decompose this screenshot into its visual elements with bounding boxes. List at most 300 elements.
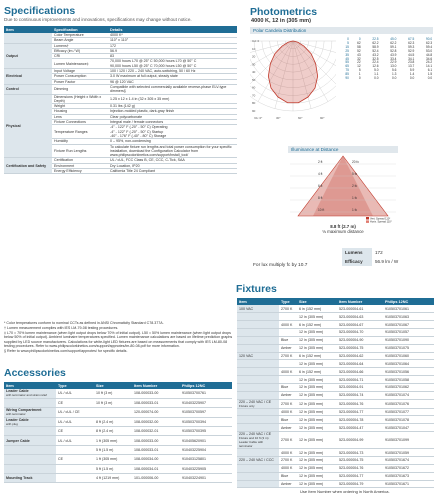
accessory-row xyxy=(4,427,232,436)
accessory-size: 8 ft (2.4 m) xyxy=(94,417,132,426)
accessory-12nc: 910403125801 xyxy=(180,455,232,464)
fixture-type: 4000 K xyxy=(279,449,297,457)
beam-legend-label: Horiz. Spread 110° xyxy=(370,220,392,224)
accessory-12nc: 910503700761 xyxy=(180,389,232,398)
fixtures-ordering-note: Use Item Number when ordering in North America. xyxy=(300,489,390,494)
candela-cell: 14.1 xyxy=(425,64,433,69)
fixture-row xyxy=(237,408,434,416)
candela-cell: 33.4 xyxy=(390,56,397,61)
candela-cell: 62 xyxy=(357,40,361,45)
fixture-type: Amber xyxy=(279,424,297,432)
fixture-row xyxy=(237,321,434,329)
fixture-item xyxy=(237,432,279,449)
fixture-item xyxy=(237,424,279,432)
spec-name: Temperature Ranges xyxy=(52,125,108,139)
polar-radius-label: 20 xyxy=(252,54,256,59)
accessory-row xyxy=(4,408,232,417)
candela-cell: 59.1 xyxy=(390,44,397,49)
fixture-item-label: 220 – 240 VAC / CE xyxy=(239,399,272,404)
spec-detail: 100 / 120 / 220 – 240 VAC, auto-switching, 50 / 60 Hz xyxy=(108,69,237,74)
fixture-type: 2700 K xyxy=(279,305,297,313)
polar-radius-label: 60 xyxy=(252,85,256,90)
candela-cell: 44.5 xyxy=(408,52,415,57)
illuminance-fc: 5 fc xyxy=(352,172,358,176)
fixture-item-label: 220 – 240 VAC / CE xyxy=(239,432,272,437)
fixture-item-number: 523-000004-78 xyxy=(337,416,383,424)
spec-group-label xyxy=(4,33,52,43)
specifications-title: Specifications xyxy=(4,5,76,17)
candela-cell: 58.9 xyxy=(372,44,379,49)
fixture-12nc: 910503701061 xyxy=(383,305,434,313)
candela-cell: 55 xyxy=(345,60,349,65)
fixture-12nc: 910503701090 xyxy=(383,336,434,344)
spec-detail: To calculate fixture run lengths and total power consumption for your specific installation, download the Configuration Calculator from www.philipscolorkinetics.com/support/install_tool/ xyxy=(108,144,237,158)
accessory-row xyxy=(4,455,232,464)
accessory-item xyxy=(4,445,56,454)
candela-cell: 1.3 xyxy=(391,72,397,77)
candela-cell: 59.3 xyxy=(408,44,415,49)
fixture-type: 4000 K xyxy=(279,408,297,416)
fixture-12nc: 910503701062 xyxy=(383,383,434,391)
photometrics-title: Photometrics xyxy=(250,6,318,18)
spec-group-label: Electrical xyxy=(4,69,52,85)
fixture-item-number: 523-000004-99 xyxy=(337,432,383,449)
accessory-item-number: 108-000033-01 xyxy=(132,398,180,407)
fixture-size: 12 in (305 mm) xyxy=(297,399,337,408)
fixture-12nc: 910503701076 xyxy=(383,399,434,408)
candela-cell: 32 xyxy=(357,56,361,61)
fixture-item xyxy=(237,368,279,376)
accessories-header-item: Item xyxy=(4,382,56,389)
fixture-item xyxy=(237,457,279,465)
accessory-item-number: 108-000033-00 xyxy=(132,436,180,445)
fixture-size: 12 in (305 mm) xyxy=(297,344,337,352)
spec-note: * Color temperatures conform to nominal CCTs as defined in ANSI Chromaticity Standard C78.377A. xyxy=(4,321,164,325)
accessory-type xyxy=(56,464,94,473)
fixture-type: 4000 K xyxy=(279,368,297,376)
accessory-size: 5 ft (1.5 m) xyxy=(94,445,132,454)
accessory-item-label: Wiring Compartment xyxy=(6,408,42,413)
candela-cell: 34.6 xyxy=(425,56,433,61)
lux-multiplier-note: For lux multiply fc by 10.7 xyxy=(253,263,308,268)
candela-cell: 15 xyxy=(345,44,349,49)
fixture-size: 12 in (305 mm) xyxy=(297,360,337,368)
fixture-item-number: 523-000004-79 xyxy=(337,480,383,488)
spec-detail: Clear polycarbonate xyxy=(108,114,237,119)
accessories-table xyxy=(4,382,232,483)
fixture-12nc: 910503701064 xyxy=(383,360,434,368)
accessory-12nc: 910503700394 xyxy=(180,417,232,426)
polar-angle-label: 90° xyxy=(320,116,325,120)
spec-name: Fixture Run Lengths xyxy=(52,144,108,158)
spec-detail: 56.9 xyxy=(108,48,237,53)
spec-name: Energy Efficiency xyxy=(52,169,108,174)
fixture-row xyxy=(237,480,434,488)
fixture-type: 4000 K xyxy=(279,321,297,329)
candela-cell: 0 xyxy=(347,37,349,41)
accessory-row xyxy=(4,474,232,483)
beam-legend-swatch xyxy=(366,220,369,223)
spec-row xyxy=(4,94,237,104)
fixture-item-number: 523-000004-77 xyxy=(337,472,383,480)
fixture-item-number: 523-000004-90 xyxy=(337,336,383,344)
fixture-size: 12 in (305 mm) xyxy=(297,336,337,344)
spec-note: ‡ L70 = 70% lumen maintenance (when light output drops below 70% of initial output). L50 = 50% lumen maintenance (when light output drops below 50% of initial output). Ambient luminaire temperatures specified. Lumen maintenance calculations are based on lifetime prediction graphs supplied by LED source manufacturers. Calculations for white-light LED fixtures are based on measurements that comply with IES LM-80-08 testing procedures. Refer to www.philipscolorkinetics.com/support/appnotes/lm-80-08.pdf for more information. xyxy=(4,330,233,349)
candela-cell: 34.1 xyxy=(408,56,415,61)
candela-table xyxy=(338,38,433,81)
accessory-12nc: 910403225907 xyxy=(180,398,232,407)
candela-cell: 1.5 xyxy=(427,72,433,77)
fixture-12nc: 910503701077 xyxy=(383,408,434,416)
spec-name: Lumen Maintenance‡ xyxy=(52,59,108,69)
spec-group-label: Control xyxy=(4,84,52,94)
fixture-size: 12 in (305 mm) xyxy=(297,329,337,337)
fixture-type: Blue xyxy=(279,416,297,424)
spec-name: Housing xyxy=(52,109,108,114)
fixtures-header-size: Size xyxy=(297,298,337,305)
fixtures-header-item: Item xyxy=(237,298,279,305)
accessory-type: UL / cUL xyxy=(56,436,94,445)
accessory-type: UL / cUL xyxy=(56,417,94,426)
candela-cell: 1.1 xyxy=(374,72,379,77)
fixture-type: 2700 K xyxy=(279,399,297,408)
polar-radius-label: 40 xyxy=(252,70,256,75)
fixture-size: 12 in (305 mm) xyxy=(297,480,337,488)
illuminance-diagram xyxy=(288,154,398,224)
fixture-item-number: 523-000004-66 xyxy=(337,368,383,376)
fixture-row xyxy=(237,464,434,472)
accessory-type xyxy=(56,474,94,483)
spec-name: Environment xyxy=(52,163,108,168)
candela-cell: 5.0 xyxy=(374,68,379,73)
accessories-header-12nc: Philips 12NC xyxy=(180,382,232,389)
candela-cell: 1 xyxy=(358,72,361,77)
candela-cell: 12.6 xyxy=(372,64,379,69)
candela-cell: 23.8 xyxy=(408,60,415,65)
spec-detail: -4° - 122° F (-20° - 50° C) Operating -4° - 122° F (-20° - 50° C) Startup -40° - 176° F (-40° - 80° C) Storage xyxy=(108,125,237,139)
candela-cell: 0.0 xyxy=(409,76,415,81)
accessory-row xyxy=(4,389,232,398)
accessory-type: CE xyxy=(56,455,94,464)
efficacy-value: 56.9 lm / W xyxy=(375,259,399,264)
fixture-size: 12 in (305 mm) xyxy=(297,383,337,391)
accessory-row xyxy=(4,445,232,454)
fixture-row xyxy=(237,424,434,432)
fixture-12nc: 910503701060 xyxy=(383,352,434,360)
spec-detail: 110° x 110° xyxy=(108,38,237,43)
fixture-12nc: 910503701674 xyxy=(383,457,434,465)
fixture-type xyxy=(279,376,297,384)
fixture-row xyxy=(237,432,434,449)
polar-angle-label: 30° xyxy=(276,116,281,120)
spec-detail: UL / cUL, FCC Class B, CE, CCC, C-Tick, SAA xyxy=(108,158,237,163)
accessory-item-number: 108-000033-01 xyxy=(132,445,180,454)
accessory-item-number: 108-000034-00 xyxy=(132,455,180,464)
candela-cell: 24.2 xyxy=(425,60,433,65)
spec-group-label: Output xyxy=(4,43,52,68)
spec-detail: 1.25 x 12 x 1.4 in (32 x 305 x 35 mm) xyxy=(108,94,237,104)
candela-cell: 67.5 xyxy=(408,37,415,41)
spec-name: Color Temperature xyxy=(52,33,108,38)
fixture-size: 6 in (152 mm) xyxy=(297,352,337,360)
fixture-size: 12 in (305 mm) xyxy=(297,457,337,465)
fixtures-table xyxy=(237,298,434,488)
accessory-12nc: 910503700597 xyxy=(180,408,232,417)
fixture-item xyxy=(237,449,279,457)
fixture-type xyxy=(279,360,297,368)
polar-angle-label: VA: 0° xyxy=(254,116,263,120)
spec-detail: Dry Location, IP20 xyxy=(108,163,237,168)
accessory-item-number: 108-000033-00 xyxy=(132,389,180,398)
spec-detail: 4000 K* xyxy=(108,33,237,38)
accessory-item-number: 101-000006-00 xyxy=(132,474,180,483)
fixture-item-number: 523-000004-47 xyxy=(337,424,383,432)
spec-name: Input Voltage xyxy=(52,69,108,74)
fixture-size: 6 in (152 mm) xyxy=(297,305,337,313)
accessory-item-number: 108-000034-01 xyxy=(132,464,180,473)
accessory-type xyxy=(56,445,94,454)
spec-detail: 96 @ 120 VAC xyxy=(108,79,237,84)
accessory-item xyxy=(4,464,56,473)
candela-cell: 53.0 xyxy=(425,48,433,53)
fixture-row xyxy=(237,383,434,391)
fixture-type: Amber xyxy=(279,480,297,488)
candela-cell: 13.0 xyxy=(390,64,397,69)
candela-cell: 75 xyxy=(345,68,349,73)
polar-radius-label: 10 xyxy=(252,46,256,51)
fixture-item xyxy=(237,336,279,344)
polar-candela-chart xyxy=(250,35,336,121)
candela-cell: 22 xyxy=(357,60,361,65)
fixture-12nc: 910503701057 xyxy=(383,329,434,337)
spec-detail: 172 xyxy=(108,43,237,48)
fixture-item xyxy=(237,329,279,337)
fixture-12nc: 910503701099 xyxy=(383,432,434,449)
candela-cell: 13.7 xyxy=(408,64,415,69)
fixtures-title: Fixtures xyxy=(236,283,277,295)
spec-group-label: Physical xyxy=(4,94,52,158)
fixture-size: 12 in (305 mm) xyxy=(297,313,337,321)
fixture-item-note: Fixture only xyxy=(239,403,255,408)
spec-header-details: Details xyxy=(108,26,237,33)
candela-cell: 25 xyxy=(345,48,349,53)
fixture-item-number: 523-000004-73 xyxy=(337,449,383,457)
specifications-subtitle: Due to continuous improvements and innovations, specifications may change without notice. xyxy=(4,17,192,22)
fixture-12nc: 910503701059 xyxy=(383,449,434,457)
accessory-item-sub: with terminator and strain relief xyxy=(6,393,48,398)
fixture-item xyxy=(237,305,279,313)
spec-name: Humidity xyxy=(52,139,108,144)
fixture-item xyxy=(237,391,279,399)
fixture-item xyxy=(237,472,279,480)
accessory-item xyxy=(4,455,56,464)
candela-cell: 0 xyxy=(358,37,361,41)
fixture-12nc: 910503701063 xyxy=(383,313,434,321)
candela-cell: 5.9 xyxy=(409,68,415,73)
spec-name: Efficacy (lm / W) xyxy=(52,48,108,53)
fixture-12nc: 910503701075 xyxy=(383,344,434,352)
fixture-size: 12 in (305 mm) xyxy=(297,432,337,449)
illuminance-distance: 8 ft xyxy=(318,196,323,200)
candela-cell: 45.0 xyxy=(390,37,397,41)
spec-note: § Refer to www.philipscolorkinetics.com/support/appnotes/ for specific details. xyxy=(4,348,128,353)
fixture-row xyxy=(237,472,434,480)
spec-name: Dimensions (Height x Width x Depth) xyxy=(52,94,108,104)
fixture-size: 12 in (305 mm) xyxy=(297,449,337,457)
candela-cell: 0 xyxy=(358,76,361,81)
fixture-row xyxy=(237,368,434,376)
fixture-item-number: 523-000004-62 xyxy=(337,352,383,360)
polar-radius-label: 80 xyxy=(252,101,256,106)
photometrics-subtitle: 4000 K, 12 in (305 mm) xyxy=(251,18,312,24)
spec-name: Weight xyxy=(52,104,108,109)
illuminance-header: Illuminance at Distance xyxy=(288,146,398,153)
candela-cell: 43.2 xyxy=(372,52,379,57)
fixture-item xyxy=(237,464,279,472)
accessory-12nc: 910403225905 xyxy=(180,464,232,473)
fixture-type: Blue xyxy=(279,383,297,391)
candela-cell: 0.0 xyxy=(427,76,433,81)
polar-radius-label: 30 xyxy=(252,62,256,67)
fixture-item xyxy=(237,352,279,360)
accessory-item xyxy=(4,417,56,426)
spec-detail: Compatible with selected commercially available reverse-phase ELV-type dimmers§ xyxy=(108,84,237,94)
fixture-row xyxy=(237,360,434,368)
fixture-item-number: 523-000004-70 xyxy=(337,329,383,337)
beam-info xyxy=(318,224,368,234)
fixture-item xyxy=(237,399,279,408)
accessory-type: UL / cUL / CE xyxy=(56,408,94,417)
accessory-size: 1 ft (305 mm) xyxy=(94,455,132,464)
fixture-size: 12 in (305 mm) xyxy=(297,391,337,399)
accessory-item xyxy=(4,398,56,407)
fixture-item-number: 523-000004-61 xyxy=(337,305,383,313)
fixture-row xyxy=(237,457,434,465)
spec-group-label: Certification and Safety xyxy=(4,158,52,174)
fixture-item-number: 523-000004-74 xyxy=(337,391,383,399)
fixture-item xyxy=(237,344,279,352)
spec-detail: 0 – 95%, non-condensing xyxy=(108,139,237,144)
candela-cell: 0.0 xyxy=(391,76,397,81)
lumens-label: Lumens xyxy=(342,248,372,257)
fixture-type: 2700 K xyxy=(279,352,297,360)
lumens-value: 172 xyxy=(375,250,383,255)
accessory-12nc: 910403225904 xyxy=(180,445,232,454)
fixture-type: Blue xyxy=(279,472,297,480)
fixture-item-label: 220 – 240 VAC / CCC xyxy=(239,458,274,463)
candela-cell: 32.5 xyxy=(372,56,379,61)
fixture-12nc: 910503701067 xyxy=(383,321,434,329)
fixture-item xyxy=(237,480,279,488)
fixture-row xyxy=(237,305,434,313)
accessory-12nc: 910403224901 xyxy=(180,474,232,483)
candela-cell: 45 xyxy=(345,56,349,61)
beam-note: ⅛ maximum distance xyxy=(322,229,364,234)
illuminance-distance: 10 ft xyxy=(318,208,325,212)
accessory-size: 10 ft (3 m) xyxy=(94,398,132,407)
candela-cell: 85 xyxy=(345,72,349,77)
spec-row xyxy=(4,84,237,94)
accessory-row xyxy=(4,436,232,445)
accessory-item-sub: with plug xyxy=(6,421,18,426)
fixture-type: 2700 K xyxy=(279,457,297,465)
candela-cell: 0.0 xyxy=(374,76,379,81)
fixture-row xyxy=(237,399,434,408)
fixture-row xyxy=(237,329,434,337)
illuminance-fc: 1 fc xyxy=(352,196,358,200)
fixture-item-number: 523-000004-75 xyxy=(337,457,383,465)
fixture-size: 12 in (305 mm) xyxy=(297,416,337,424)
accessory-item-label: Jumper Cable xyxy=(6,438,30,443)
polar-radius-label: 90 xyxy=(252,109,256,113)
accessory-item-number: 108-000032-01 xyxy=(132,427,180,436)
fixture-item-number: 523-000004-64 xyxy=(337,360,383,368)
illuminance-fc: 20 fc xyxy=(352,160,359,164)
candela-row xyxy=(338,77,433,81)
candela-cell: 5.6 xyxy=(391,68,397,73)
fixture-size: 12 in (305 mm) xyxy=(297,464,337,472)
fixture-row xyxy=(237,336,434,344)
fixture-item xyxy=(237,321,279,329)
fixture-row xyxy=(237,352,434,360)
accessories-title: Accessories xyxy=(4,367,66,379)
accessory-item xyxy=(4,408,56,417)
spec-name: Beam Angle xyxy=(52,38,108,43)
fixture-row xyxy=(237,416,434,424)
accessories-header-size: Size xyxy=(94,382,132,389)
accessory-item xyxy=(4,427,56,436)
candela-cell: 52.4 xyxy=(372,48,379,53)
specifications-notes xyxy=(4,321,237,354)
fixture-12nc: 910503701673 xyxy=(383,472,434,480)
accessories-header-item-number: Item Number xyxy=(132,382,180,389)
polar-radius-label: 70 xyxy=(252,93,256,98)
beam-legend-label: Vert. Spread 110° xyxy=(370,217,391,221)
fixture-item-note: Fixture and 10 ft (3 m) Leader Cable with terminator xyxy=(239,436,269,449)
fixture-12nc: 910503701047 xyxy=(383,424,434,432)
accessory-item xyxy=(4,389,56,398)
fixture-size: 6 in (152 mm) xyxy=(297,368,337,376)
fixture-item xyxy=(237,360,279,368)
fixture-item-number: 523-000004-71 xyxy=(337,376,383,384)
fixture-item xyxy=(237,408,279,416)
fixtures-header-12nc: Philips 12NC xyxy=(383,298,434,305)
accessory-type: UL / cUL xyxy=(56,389,94,398)
accessory-size: 4 ft (1219 mm) xyxy=(94,474,132,483)
fixtures-header-item-number: Item Number xyxy=(337,298,383,305)
spec-detail: 70,000 hours L70 @ 25° C 50,000 hours L70 @ 50° C 90,000 hours L50 @ 25° C 70,000 hours L50 @ 50° C xyxy=(108,59,237,69)
candela-cell: 5 xyxy=(347,40,349,45)
candela-cell: 22.9 xyxy=(390,60,397,65)
spec-note: † Lumen measurement complies with IES LM-79-08 testing procedures. xyxy=(4,325,119,330)
candela-cell: 43 xyxy=(357,52,361,57)
fixture-12nc: 910503701058 xyxy=(383,376,434,384)
accessory-row xyxy=(4,464,232,473)
polar-radius-label: 50 xyxy=(252,77,256,82)
illuminance-distance: 4 ft xyxy=(318,172,323,176)
fixture-12nc: 910503701078 xyxy=(383,416,434,424)
candela-cell: 52 xyxy=(357,48,361,53)
efficacy-label: Efficacy xyxy=(342,257,372,266)
polar-angle-label: 60° xyxy=(298,116,303,120)
candela-cell: 58 xyxy=(357,44,361,49)
accessory-item-number: 108-000032-00 xyxy=(132,417,180,426)
candela-cell: 62.2 xyxy=(372,40,379,45)
accessory-item-label: Leader Cable xyxy=(6,389,29,394)
spec-detail: Injection-molded plastic, dark-gray finish xyxy=(108,109,237,114)
candela-cell: 1.4 xyxy=(409,72,415,77)
fixture-item xyxy=(237,376,279,384)
